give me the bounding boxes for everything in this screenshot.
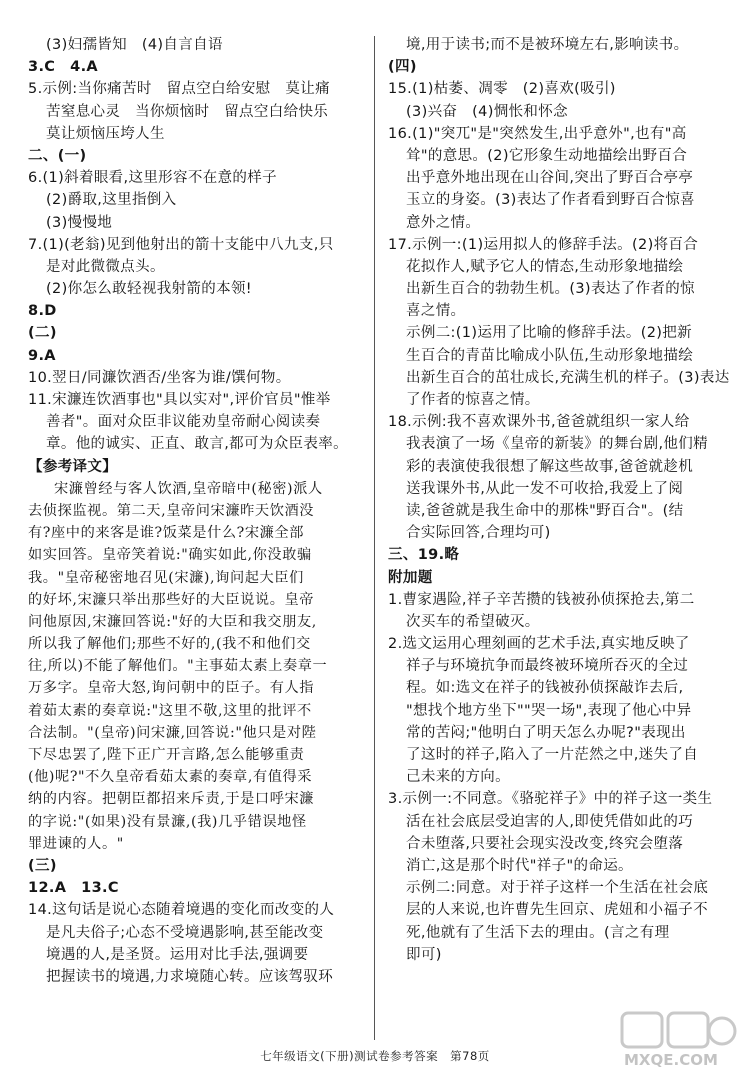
left-column-line: 6.(1)斜着眼看,这里形容不在意的样子 — [28, 170, 277, 187]
left-column-line: 合法制。"(皇帝)问宋濂,回答说:"他只是对陛 — [28, 724, 317, 741]
right-column-line: 15.(1)枯萎、凋零 (2)喜欢(吸引) — [388, 81, 616, 98]
right-column-line: 常的苦闷;"他明白了明天怎么办呢?"表现出 — [406, 724, 686, 741]
right-column-line: 我表演了一场《皇帝的新装》的舞台剧,他们精 — [406, 436, 708, 453]
left-column-line: 【参考译文】 — [28, 458, 118, 475]
right-column-line: 3.示例一:不同意。《骆驼祥子》中的祥子这一类生 — [388, 791, 713, 808]
left-column-line: 章。他的诚实、正直、敢言,都可为众臣表率。 — [46, 436, 348, 453]
right-column-line: 2.选文运用心理刻画的艺术手法,真实地反映了 — [388, 636, 690, 653]
left-column-line: 万多字。皇帝大怒,询问朝中的臣子。有人指 — [28, 680, 315, 697]
right-column-line: 喜之情。 — [406, 303, 466, 320]
right-column-line: 出新生百合的茁壮成长,充满生机的样子。(3)表达 — [406, 369, 730, 386]
left-column-line: 9.A — [28, 347, 56, 364]
right-column-line: 花拟作人,赋予它人的情态,生动形象地描绘 — [406, 258, 684, 275]
left-column-line: 所以我了解他们;那些不好的,(我不和他们交 — [28, 636, 311, 653]
watermark-logo — [620, 1009, 738, 1071]
right-column-line: 了这时的祥子,陷入了一片茫然之中,迷失了自 — [406, 747, 699, 763]
right-column-line: 附加题 — [388, 569, 433, 586]
left-column-line: 如实回答。皇帝笑着说:"确实如此,你没敢骗 — [28, 547, 312, 564]
right-column-line: 16.(1)"突兀"是"突然发生,出乎意外",也有"高 — [388, 125, 687, 142]
left-column-line: 是对此微微点头。 — [46, 258, 165, 275]
right-column-line: 次买车的希望破灭。 — [406, 613, 540, 630]
left-column-line: 去侦探监视。第二天,皇帝问宋濂昨天饮酒没 — [28, 502, 315, 519]
right-column-line: 合实际回答,合理均可) — [406, 525, 551, 542]
left-column-line: 纳的内容。把朝臣都招来斥责,于是口呼宋濂 — [28, 791, 315, 808]
left-column-line: 二、(一) — [28, 147, 87, 164]
right-column-line: (3)兴奋 (4)惆怅和怀念 — [406, 103, 568, 120]
left-column-line: 12.A 13.C — [28, 880, 119, 897]
left-column-line: 着茹太素的奏章说:"这里不敬,这里的批评不 — [28, 702, 312, 719]
right-column-line: 己未来的方向。 — [406, 769, 510, 786]
left-column-line: (2)你怎么敢轻视我射箭的本领! — [46, 281, 252, 298]
right-column-line: 层的人来说,也许曹先生回京、虎妞和小福子不 — [406, 902, 708, 919]
right-column-line: 示例二:(1)运用了比喻的修辞手法。(2)把新 — [406, 325, 693, 342]
left-column-line: 我。"皇帝秘密地召见(宋濂),询问起大臣们 — [28, 569, 304, 586]
right-column-line: 活在社会底层受迫害的人,即使凭借如此的巧 — [406, 813, 694, 830]
right-column-line: 境,用于读书;而不是被环境左右,影响读书。 — [406, 37, 689, 53]
right-column-line: 耸"的意思。(2)它形象生动地描绘出野百合 — [406, 147, 688, 164]
column-divider — [374, 36, 375, 1040]
left-column-line: (3)妇孺皆知 (4)自言自语 — [46, 37, 223, 53]
right-column-line: 18.示例:我不喜欢课外书,爸爸就组织一家人给 — [388, 414, 690, 431]
left-column-line: (他)呢?"不久皇帝看茹太素的奏章,有值得采 — [28, 769, 313, 786]
right-column-line: 彩的表演使我很想了解这些故事,爸爸就趁机 — [406, 458, 694, 475]
right-column-line: 了作者的惊喜之情。 — [406, 392, 540, 408]
left-column-line: 的好坏,宋濂只举出那些好的大臣说说。皇帝 — [28, 591, 315, 608]
right-column-line: 示例二:同意。对于祥子这样一个生活在社会底 — [406, 880, 709, 897]
left-column-line: (二) — [28, 325, 57, 342]
right-column — [388, 34, 730, 966]
right-column-line: 合未堕落,只要社会现实没改变,终究会堕落 — [406, 835, 684, 852]
left-column-line: 8.D — [28, 303, 57, 320]
right-column-line: 程。如:选文在祥子的钱被孙侦探敲诈去后, — [406, 680, 684, 697]
left-column-line: 下尽忠罢了,陛下正广开言路,怎么能够重责 — [28, 747, 305, 763]
right-column-line: 送我课外书,从此一发不可收拾,我爱上了阅 — [406, 480, 684, 497]
left-column-line: 5.示例:当你痛苦时 留点空白给安慰 莫让痛 — [28, 81, 330, 98]
right-column-line: 玉立的身姿。(3)表达了作者看到野百合惊喜 — [406, 192, 695, 209]
left-column-line: 把握读书的境遇,力求境随心转。应该驾驭环 — [46, 968, 334, 985]
left-column-line: 善者"。面对众臣非议能劝皇帝耐心阅读奏 — [46, 414, 321, 431]
left-column-line: 3.C 4.A — [28, 59, 99, 76]
right-column-line: 消亡,这是那个时代"祥子"的命运。 — [406, 857, 633, 874]
left-column-line: 苦窒息心灵 当你烦恼时 留点空白给快乐 — [46, 103, 329, 120]
left-column-line: 的字说:"(如果)没有景濂,(我)几乎错误地怪 — [28, 813, 307, 830]
left-column-line: 境遇的人,是圣贤。运用对比手法,强调要 — [46, 946, 309, 963]
right-column-line: 即可) — [406, 946, 442, 963]
left-column-line: 有?座中的来客是谁?饭菜是什么?宋濂全部 — [28, 525, 305, 542]
right-column-line: 读,爸爸就是我生命中的那株"野百合"。(结 — [406, 502, 684, 519]
left-column-line: 14.这句话是说心态随着境遇的变化而改变的人 — [28, 902, 335, 919]
right-column-line: (四) — [388, 59, 417, 76]
right-column-line: 出新生百合的勃勃生机。(3)表达了作者的惊 — [406, 281, 695, 298]
left-column-line: (3)慢慢地 — [46, 214, 113, 231]
left-column-line: (2)爵取,这里指倒入 — [46, 192, 177, 209]
left-column-line: 莫让烦恼压垮人生 — [46, 125, 165, 142]
left-column-line: 问他原因,宋濂回答说:"好的大臣和我交朋友, — [28, 613, 317, 630]
right-column-line: 意外之情。 — [406, 214, 481, 231]
right-column-line: 出乎意外地出现在山谷间,突出了野百合亭亭 — [406, 170, 694, 187]
page-footer: 七年级语文(下册)测试卷参考答案 第78页 — [260, 1049, 490, 1063]
right-column-line: 17.示例一:(1)运用拟人的修辞手法。(2)将百合 — [388, 236, 699, 253]
right-column-line: "想找个地方坐下""哭一场",表现了他心中异 — [406, 702, 692, 719]
left-column-line: 往,所以)不能了解他们。"主事茹太素上奏章一 — [28, 658, 328, 675]
right-column-line: 死,他就有了生活下去的理由。(言之有理 — [406, 924, 670, 941]
left-column-line: (三) — [28, 857, 57, 874]
left-column — [28, 34, 366, 988]
right-column-line: 生百合的青苗比喻成小队伍,生动形象地描绘 — [406, 347, 694, 364]
right-column-line: 三、19.略 — [388, 547, 460, 564]
right-column-line: 祥子与环境抗争而最终被环境所吞灭的全过 — [406, 658, 689, 675]
left-column-line: 7.(1)(老翁)见到他射出的箭十支能中八九支,只 — [28, 236, 334, 253]
left-column-line: 是凡夫俗子;心态不受境遇影响,甚至能改变 — [46, 924, 324, 941]
watermark-text: MXQE.COM — [624, 1051, 718, 1069]
left-column-line: 10.翌日/同濂饮酒否/坐客为谁/馔何物。 — [28, 369, 291, 386]
left-column-line: 罪进谏的人。" — [28, 835, 124, 852]
left-column-line: 宋濂曾经与客人饮酒,皇帝暗中(秘密)派人 — [54, 480, 323, 497]
right-column-line: 1.曹家遇险,祥子辛苦攒的钱被孙侦探抢去,第二 — [388, 591, 695, 608]
left-column-line: 11.宋濂连饮酒事也"具以实对",评价官员"惟举 — [28, 392, 331, 408]
